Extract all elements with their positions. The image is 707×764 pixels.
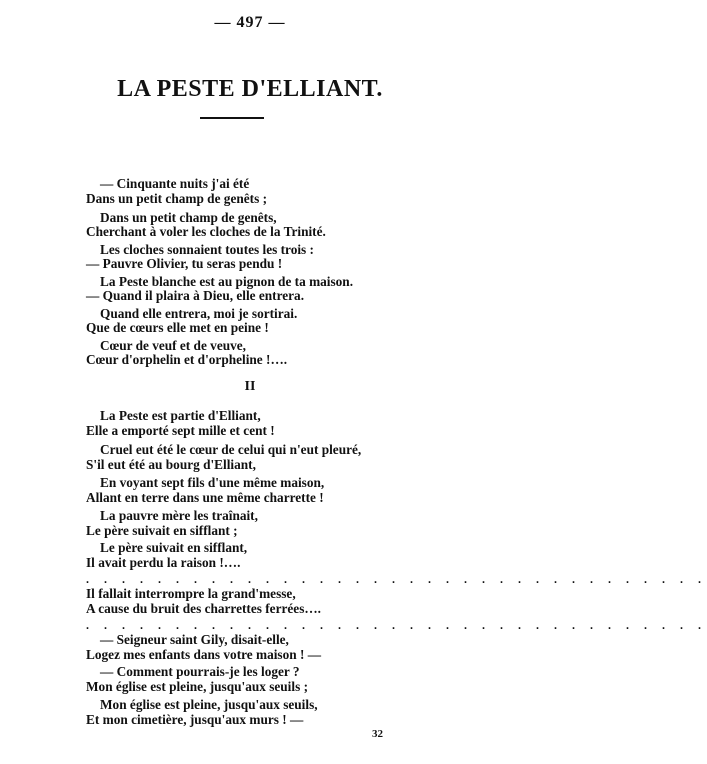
verse-line: Dans un petit champ de genêts, xyxy=(100,210,277,225)
verse-line: A cause du bruit des charrettes ferrées…. xyxy=(86,601,321,616)
verse-line: Cherchant à voler les cloches de la Trinité. xyxy=(86,224,326,239)
section-heading: II xyxy=(244,379,256,394)
verse-line: La Peste blanche est au pignon de ta maison. xyxy=(100,274,354,289)
poem-title: LA PESTE D'ELLIANT. xyxy=(117,76,383,102)
verse-line: Dans un petit champ de genêts ; xyxy=(86,191,267,206)
verse-line: Les cloches sonnaient toutes les trois : xyxy=(100,242,314,257)
verse-line: — Seigneur saint Gily, disait-elle, xyxy=(100,632,289,647)
verse-line: La pauvre mère les traînait, xyxy=(100,508,258,523)
verse-line: Mon église est pleine, jusqu'aux seuils ; xyxy=(86,679,309,694)
verse-line: Cœur d'orphelin et d'orpheline !…. xyxy=(86,352,288,367)
ellipsis-row: . . . . . . . . . . . . . . . . . . . . . . . . . . . . . . . . . . . xyxy=(86,572,707,586)
verse-line: Cruel eut été le cœur de celui qui n'eut pleuré, xyxy=(100,442,362,457)
signature-mark: 32 xyxy=(372,728,383,740)
page-number: — 497 — xyxy=(214,14,286,31)
verse-line: Mon église est pleine, jusqu'aux seuils, xyxy=(100,697,318,712)
verse-line: Et mon cimetière, jusqu'aux murs ! — xyxy=(86,712,304,727)
verse-line: Cœur de veuf et de veuve, xyxy=(100,338,246,353)
verse-line: Allant en terre dans une même charrette ! xyxy=(86,490,324,505)
verse-line: Que de cœurs elle met en peine ! xyxy=(86,320,269,335)
verse-line: — Comment pourrais-je les loger ? xyxy=(100,664,300,679)
verse-line: Il fallait interrompre la grand'messe, xyxy=(86,586,296,601)
verse-line: Quand elle entrera, moi je sortirai. xyxy=(100,306,298,321)
verse-line: — Quand il plaira à Dieu, elle entrera. xyxy=(86,288,305,303)
verse-line: — Pauvre Olivier, tu seras pendu ! xyxy=(86,256,283,271)
verse-line: Il avait perdu la raison !…. xyxy=(86,555,241,570)
verse-line: Le père suivait en sifflant ; xyxy=(86,523,238,538)
verse-line: S'il eut été au bourg d'Elliant, xyxy=(86,457,256,472)
verse-line: Le père suivait en sifflant, xyxy=(100,540,248,555)
verse-line: La Peste est partie d'Elliant, xyxy=(100,408,261,423)
verse-line: — Cinquante nuits j'ai été xyxy=(100,176,250,191)
ellipsis-row: . . . . . . . . . . . . . . . . . . . . . . . . . . . . . . . . . . . xyxy=(86,618,707,632)
verse-line: Elle a emporté sept mille et cent ! xyxy=(86,423,275,438)
title-rule xyxy=(200,117,264,119)
verse-line: En voyant sept fils d'une même maison, xyxy=(100,475,325,490)
verse-line: Logez mes enfants dans votre maison ! — xyxy=(86,647,322,662)
